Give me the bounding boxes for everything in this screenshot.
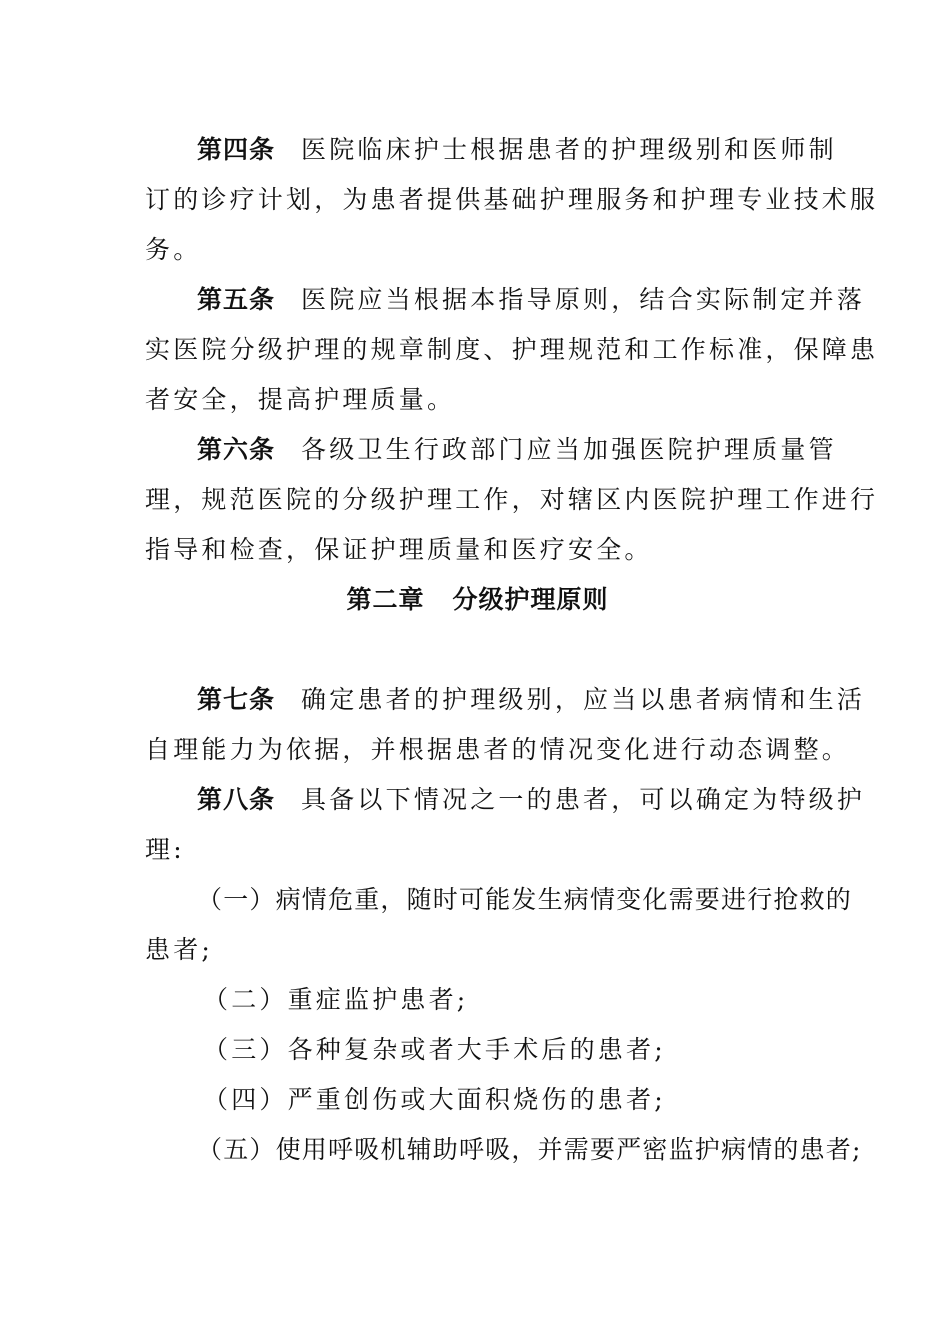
article-5-line-1 [145,275,866,325]
article-4-text-1: 医院临床护士根据患者的护理级别和医师制 [301,135,837,164]
article-8-line-1 [145,775,866,825]
article-6-label: 第六条 [197,435,276,464]
article-7-line-1 [145,675,866,725]
article-4-line-1 [145,125,837,175]
list-item-5: （五）使用呼吸机辅助呼吸，并需要严密监护病情的患者; [197,1135,862,1164]
article-7-line-2: 自理能力为依据，并根据患者的情况变化进行动态调整。 [145,735,851,764]
article-8-line-2: 理: [145,835,185,864]
list-item-4: （四）严重创伤或大面积烧伤的患者; [203,1085,666,1114]
article-7-label: 第七条 [197,685,276,714]
list-item-1-line-1: （一）病情危重，随时可能发生病情变化需要进行抢救的 [197,885,853,914]
article-4-label: 第四条 [197,135,276,164]
article-6-line-3: 指导和检查，保证护理质量和医疗安全。 [145,535,653,564]
article-5-text-1: 医院应当根据本指导原则，结合实际制定并落 [301,285,866,314]
article-8-label: 第八条 [197,785,276,814]
article-6-text-1: 各级卫生行政部门应当加强医院护理质量管 [301,435,837,464]
list-item-1-line-2: 患者; [145,935,214,964]
list-item-3: （三）各种复杂或者大手术后的患者; [203,1035,666,1064]
list-item-2: （二）重症监护患者; [203,985,469,1014]
article-6-line-1 [145,425,837,475]
article-5-line-3: 者安全，提高护理质量。 [145,385,456,414]
article-4-line-2: 订的诊疗计划，为患者提供基础护理服务和护理专业技术服 [145,185,879,214]
article-6-line-2: 理，规范医院的分级护理工作，对辖区内医院护理工作进行 [145,485,879,514]
chapter-title: 分级护理原则 [452,585,609,614]
document-page [145,125,879,1175]
article-5-label: 第五条 [197,285,276,314]
article-8-text-1: 具备以下情况之一的患者，可以确定为特级护 [301,785,866,814]
chapter-heading [145,575,810,625]
chapter-number: 第二章 [346,585,425,614]
article-5-line-2: 实医院分级护理的规章制度、护理规范和工作标准，保障患 [145,335,879,364]
article-7-text-1: 确定患者的护理级别，应当以患者病情和生活 [301,685,866,714]
article-4-line-3: 务。 [145,235,202,264]
